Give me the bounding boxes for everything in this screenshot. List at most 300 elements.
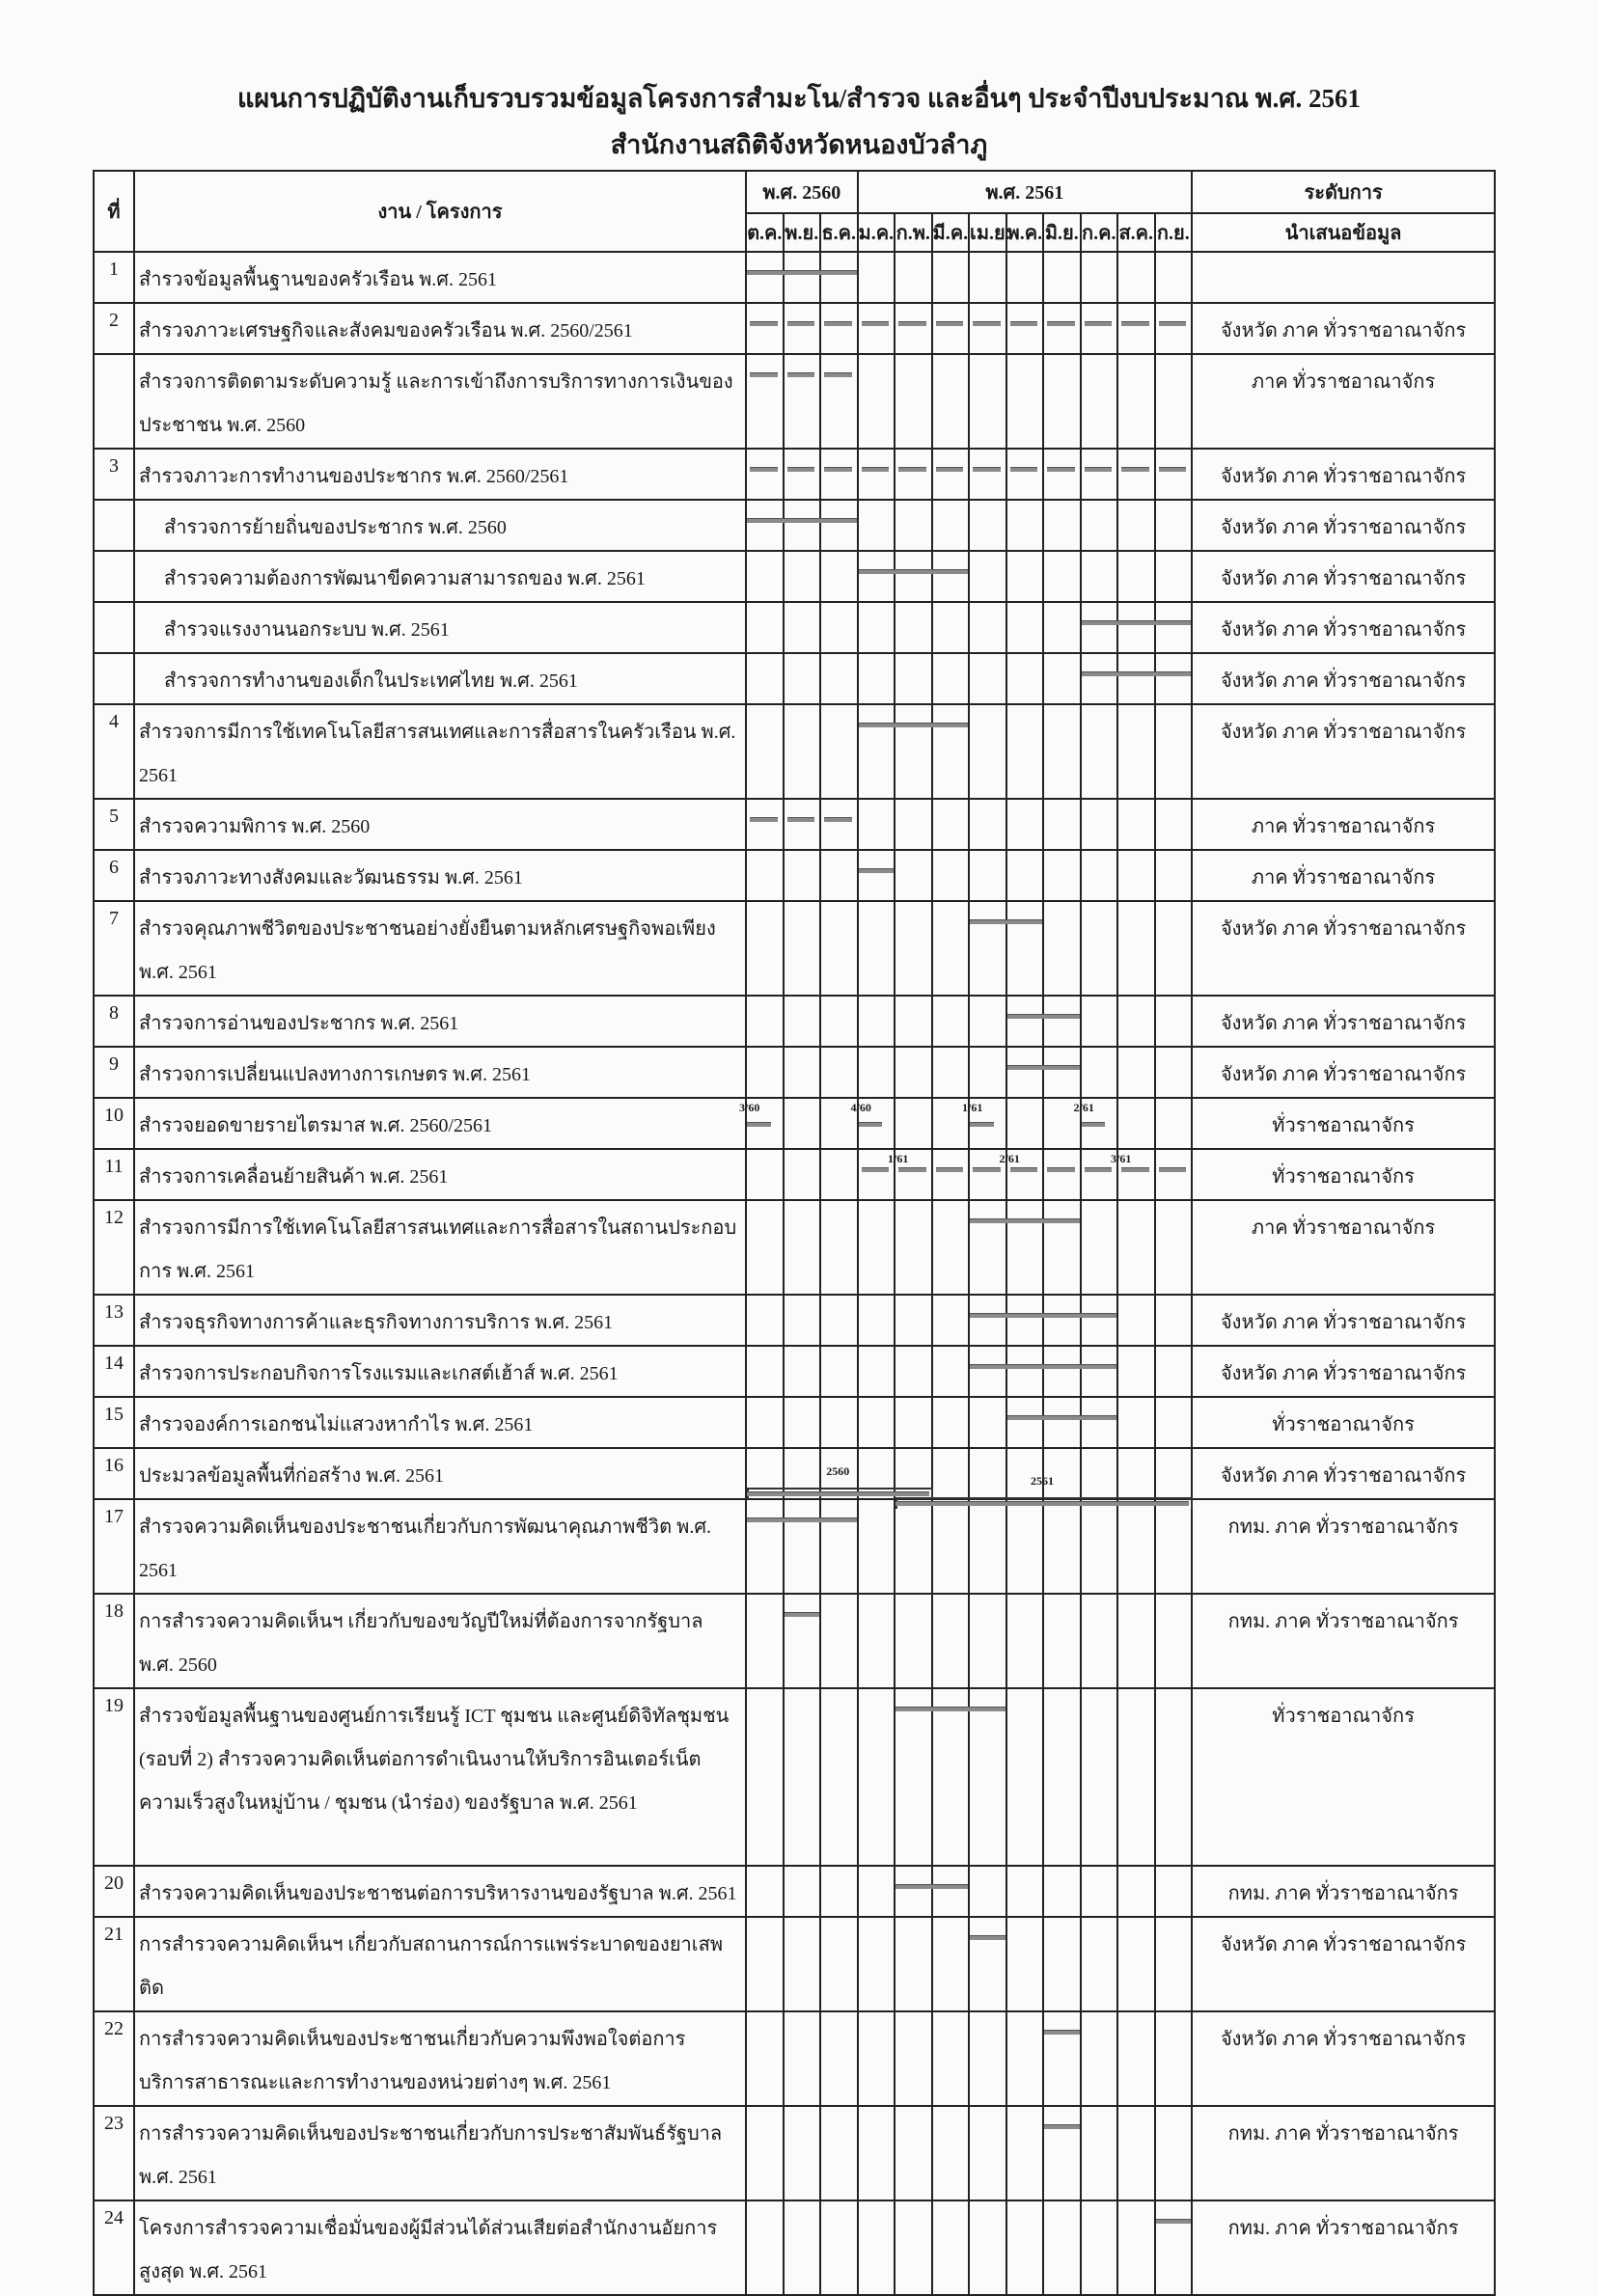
month-cell (895, 354, 932, 449)
month-cell (969, 901, 1006, 996)
month-cell (1043, 850, 1081, 901)
row-number: 14 (94, 1346, 134, 1397)
month-cell (820, 1917, 858, 2011)
month-cell (820, 2011, 858, 2106)
month-cell (746, 551, 784, 602)
schedule-dash (859, 1122, 883, 1127)
month-cell (895, 252, 932, 303)
quarter-marker: 4/60 (850, 1101, 871, 1114)
schedule-dash (862, 1167, 890, 1172)
task-name: สำรวจการมีการใช้เทคโนโลยีสารสนเทศและการสื่อสารในสถานประกอบการ พ.ศ. 2561 (134, 1200, 746, 1295)
table-row (94, 1295, 1495, 1346)
month-cell (1006, 354, 1044, 449)
row-number: 3 (94, 449, 134, 500)
header-month: พ.ค. (1006, 213, 1044, 252)
month-cell (969, 500, 1006, 551)
month-cell (1043, 2011, 1081, 2106)
month-cell (1006, 252, 1044, 303)
month-cell (969, 2200, 1006, 2295)
row-number: 17 (94, 1499, 134, 1594)
presentation-level: จังหวัด ภาค ทั่วราชอาณาจักร (1192, 602, 1495, 653)
schedule-dash (750, 321, 778, 326)
month-cell (1155, 303, 1193, 354)
month-cell (1155, 901, 1193, 996)
month-cell (746, 1346, 784, 1397)
row-number (94, 354, 134, 449)
month-cell (784, 551, 821, 602)
row-number: 22 (94, 2011, 134, 2106)
month-cell (932, 996, 970, 1047)
month-cell (969, 1397, 1006, 1448)
month-cell (1006, 653, 1044, 704)
month-cell (746, 1499, 784, 1594)
month-cell (858, 2106, 895, 2200)
row-number: 20 (94, 1866, 134, 1917)
header-month: ต.ค. (746, 213, 784, 252)
month-cell (784, 1594, 821, 1688)
month-cell (895, 1688, 932, 1866)
month-cell (1081, 1346, 1118, 1397)
month-cell (746, 1594, 784, 1688)
table-row (94, 252, 1495, 303)
presentation-level: กทม. ภาค ทั่วราชอาณาจักร (1192, 1594, 1495, 1688)
month-cell (820, 303, 858, 354)
task-name: ประมวลข้อมูลพื้นที่ก่อสร้าง พ.ศ. 2561 (134, 1448, 746, 1499)
month-cell (820, 1346, 858, 1397)
task-name: สำรวจการอ่านของประชากร พ.ศ. 2561 (134, 996, 746, 1047)
month-cell (820, 704, 858, 799)
month-cell (895, 449, 932, 500)
month-cell (895, 1594, 932, 1688)
presentation-level: กทม. ภาค ทั่วราชอาณาจักร (1192, 2200, 1495, 2295)
month-cell (1006, 500, 1044, 551)
month-cell (1155, 1448, 1193, 1499)
month-cell (1117, 1917, 1155, 2011)
month-cell (895, 500, 932, 551)
month-cell (820, 1688, 858, 1866)
table-row (94, 500, 1495, 551)
row-number: 19 (94, 1688, 134, 1866)
month-cell (895, 1499, 932, 1594)
month-cell (820, 252, 858, 303)
month-cell (932, 799, 970, 850)
month-cell (746, 252, 784, 303)
month-cell (895, 799, 932, 850)
month-cell (1006, 1200, 1044, 1295)
task-name: สำรวจความต้องการพัฒนาขีดความสามารถของ พ.ศ. 2561 (134, 551, 746, 602)
header-level-line2: นำเสนอข้อมูล (1192, 213, 1495, 252)
month-cell (1117, 1295, 1155, 1346)
month-cell (1081, 2011, 1118, 2106)
presentation-level (1192, 252, 1495, 303)
month-cell (969, 1917, 1006, 2011)
month-cell (969, 2011, 1006, 2106)
month-cell (820, 1499, 858, 1594)
month-cell (1043, 1295, 1081, 1346)
schedule-bar (1044, 2030, 1080, 2035)
row-number: 6 (94, 850, 134, 901)
row-number: 23 (94, 2106, 134, 2200)
month-cell (784, 653, 821, 704)
task-name: สำรวจองค์การเอกชนไม่แสวงหากำไร พ.ศ. 2561 (134, 1397, 746, 1448)
month-cell (1117, 2200, 1155, 2295)
month-cell (858, 850, 895, 901)
row-number: 11 (94, 1149, 134, 1200)
month-cell (784, 1047, 821, 1098)
month-cell (1081, 1397, 1118, 1448)
month-cell (1043, 901, 1081, 996)
presentation-level: กทม. ภาค ทั่วราชอาณาจักร (1192, 2106, 1495, 2200)
month-cell (932, 252, 970, 303)
presentation-level: กทม. ภาค ทั่วราชอาณาจักร (1192, 1866, 1495, 1917)
month-cell (746, 996, 784, 1047)
header-year-2560: พ.ศ. 2560 (746, 171, 858, 213)
bracket-year-label: 2561 (1031, 1474, 1055, 1488)
row-number: 9 (94, 1047, 134, 1098)
schedule-dash (750, 817, 778, 822)
month-cell (1081, 551, 1118, 602)
month-cell (1006, 2106, 1044, 2200)
month-cell (932, 1688, 970, 1866)
table-row (94, 2011, 1495, 2106)
month-cell (1043, 1397, 1081, 1448)
month-cell (820, 602, 858, 653)
month-cell (858, 1200, 895, 1295)
month-cell (1081, 1200, 1118, 1295)
month-cell (858, 303, 895, 354)
month-cell (858, 449, 895, 500)
month-cell (932, 303, 970, 354)
month-cell (1117, 1047, 1155, 1098)
month-cell (1006, 303, 1044, 354)
month-cell (1081, 850, 1118, 901)
schedule-bar (970, 1935, 1006, 1940)
table-row (94, 850, 1495, 901)
month-cell (1155, 1397, 1193, 1448)
header-month: ก.ย. (1155, 213, 1193, 252)
month-cell (1006, 850, 1044, 901)
month-cell (784, 1448, 821, 1499)
month-cell (932, 901, 970, 996)
table-row (94, 1397, 1495, 1448)
month-cell (858, 2200, 895, 2295)
month-cell (1081, 1499, 1118, 1594)
schedule-bar (1044, 2124, 1080, 2129)
month-cell (1006, 996, 1044, 1047)
month-cell (1043, 1594, 1081, 1688)
month-cell (820, 901, 858, 996)
month-cell (784, 354, 821, 449)
month-cell (1117, 1448, 1155, 1499)
quarter-marker: 3/60 (739, 1101, 760, 1114)
table-row (94, 901, 1495, 996)
month-cell (784, 303, 821, 354)
month-cell (895, 1200, 932, 1295)
month-cell (1043, 1149, 1081, 1200)
month-cell (932, 1295, 970, 1346)
month-cell (932, 602, 970, 653)
presentation-level: จังหวัด ภาค ทั่วราชอาณาจักร (1192, 500, 1495, 551)
schedule-dash (1159, 467, 1187, 472)
row-number: 16 (94, 1448, 134, 1499)
month-cell (1117, 449, 1155, 500)
month-cell (895, 1346, 932, 1397)
month-cell (1155, 704, 1193, 799)
month-cell (1006, 449, 1044, 500)
month-cell (1043, 799, 1081, 850)
month-cell (1155, 2200, 1193, 2295)
month-cell (1155, 551, 1193, 602)
month-cell (1043, 354, 1081, 449)
month-cell (746, 1295, 784, 1346)
presentation-level: จังหวัด ภาค ทั่วราชอาณาจักร (1192, 1448, 1495, 1499)
month-cell (1006, 1594, 1044, 1688)
month-cell (1117, 500, 1155, 551)
row-number (94, 551, 134, 602)
month-cell (1006, 1397, 1044, 1448)
month-cell (969, 799, 1006, 850)
month-cell (932, 2106, 970, 2200)
month-cell (895, 1295, 932, 1346)
month-cell (1155, 1098, 1193, 1149)
schedule-dash (1121, 467, 1149, 472)
document-title: แผนการปฏิบัติงานเก็บรวบรวมข้อมูลโครงการสำมะโน/สำรวจ และอื่นๆ ประจำปีงบประมาณ พ.ศ. 2561 (236, 84, 1361, 113)
month-cell (1043, 1866, 1081, 1917)
month-cell (746, 1200, 784, 1295)
schedule-dash (898, 321, 926, 326)
table-row (94, 1200, 1495, 1295)
table-row (94, 1098, 1495, 1149)
month-cell (932, 850, 970, 901)
month-cell (1006, 1499, 1044, 1594)
month-cell (784, 2106, 821, 2200)
month-cell (858, 551, 895, 602)
task-name: สำรวจข้อมูลพื้นฐานของศูนย์การเรียนรู้ ICT ชุมชน และศูนย์ดิจิทัลชุมชน (รอบที่ 2) สำรวจความคิดเห็นต่อการดำเนินงานให้บริการอินเตอร์เน็ตความเร็วสูงในหมู่บ้าน / ชุมชน (นำร่อง) ของรัฐบาล พ.ศ. 2561 (134, 1688, 746, 1866)
month-cell (739, 1098, 784, 1149)
month-cell (784, 500, 821, 551)
month-cell (1006, 1866, 1044, 1917)
month-cell (895, 2106, 932, 2200)
task-name: การสำรวจความคิดเห็นฯ เกี่ยวกับสถานการณ์การแพร่ระบาดของยาเสพติด (134, 1917, 746, 2011)
header-month: พ.ย. (784, 213, 821, 252)
presentation-level: จังหวัด ภาค ทั่วราชอาณาจักร (1192, 704, 1495, 799)
presentation-level: จังหวัด ภาค ทั่วราชอาณาจักร (1192, 996, 1495, 1047)
month-cell (858, 602, 895, 653)
month-cell (932, 1499, 970, 1594)
month-cell (746, 653, 784, 704)
month-cell (969, 1688, 1006, 1866)
month-cell (1155, 1594, 1193, 1688)
month-cell (999, 1149, 1044, 1200)
schedule-bar (1156, 2219, 1192, 2224)
month-cell (1043, 1346, 1081, 1397)
month-cell (858, 1688, 895, 1866)
month-cell (1117, 901, 1155, 996)
month-cell (1155, 1295, 1193, 1346)
month-cell (820, 996, 858, 1047)
presentation-level: ทั่วราชอาณาจักร (1192, 1397, 1495, 1448)
month-cell (969, 1499, 1006, 1594)
month-cell (1043, 303, 1081, 354)
row-number (94, 653, 134, 704)
header-no: ที่ (94, 171, 134, 252)
table-row (94, 2106, 1495, 2200)
header-month: มี.ค. (932, 213, 970, 252)
month-cell (1155, 2011, 1193, 2106)
month-cell (1155, 449, 1193, 500)
schedule-dash (898, 1167, 926, 1172)
row-number: 5 (94, 799, 134, 850)
month-cell (932, 449, 970, 500)
bracket-year-label: 2560 (826, 1464, 850, 1478)
month-cell (895, 1448, 1055, 1499)
month-cell (746, 1866, 784, 1917)
month-cell (858, 252, 895, 303)
month-cell (1111, 1149, 1155, 1200)
task-name: สำรวจการประกอบกิจการโรงแรมและเกสต์เฮ้าส์ พ.ศ. 2561 (134, 1346, 746, 1397)
month-cell (1155, 1047, 1193, 1098)
month-cell (1081, 303, 1118, 354)
month-cell (784, 2011, 821, 2106)
month-cell (932, 1866, 970, 1917)
task-name: สำรวจธุรกิจทางการค้าและธุรกิจทางการบริการ พ.ศ. 2561 (134, 1295, 746, 1346)
month-cell (820, 1149, 858, 1200)
task-name: การสำรวจความคิดเห็นของประชาชนเกี่ยวกับการประชาสัมพันธ์รัฐบาล พ.ศ. 2561 (134, 2106, 746, 2200)
month-cell (820, 551, 858, 602)
month-cell (1081, 901, 1118, 996)
schedule-dash (936, 321, 964, 326)
month-cell (1155, 1688, 1193, 1866)
header-month: ส.ค. (1117, 213, 1155, 252)
month-cell (784, 1397, 821, 1448)
task-name: การสำรวจความคิดเห็นฯ เกี่ยวกับของขวัญปีใหม่ที่ต้องการจากรัฐบาล พ.ศ. 2560 (134, 1594, 746, 1688)
task-name: สำรวจการย้ายถิ่นของประชากร พ.ศ. 2560 (134, 500, 746, 551)
schedule-dash (898, 467, 926, 472)
month-cell (1006, 704, 1044, 799)
task-name: สำรวจความคิดเห็นของประชาชนต่อการบริหารงานของรัฐบาล พ.ศ. 2561 (134, 1866, 746, 1917)
month-cell (784, 1346, 821, 1397)
schedule-dash (824, 467, 852, 472)
schedule-dash (1082, 1122, 1106, 1127)
task-name: สำรวจข้อมูลพื้นฐานของครัวเรือน พ.ศ. 2561 (134, 252, 746, 303)
month-cell (858, 1917, 895, 2011)
row-number: 15 (94, 1397, 134, 1448)
month-cell (895, 2200, 932, 2295)
quarter-marker: 3/61 (1111, 1152, 1132, 1165)
month-cell (932, 1917, 970, 2011)
month-cell (858, 1397, 895, 1448)
schedule-dash (973, 321, 1001, 326)
month-cell (784, 901, 821, 996)
month-cell (1117, 704, 1155, 799)
month-cell (1117, 850, 1155, 901)
month-cell (969, 1346, 1006, 1397)
month-cell (784, 1917, 821, 2011)
presentation-level: จังหวัด ภาค ทั่วราชอาณาจักร (1192, 449, 1495, 500)
month-cell (932, 2200, 970, 2295)
month-cell (895, 1866, 932, 1917)
schedule-dash (1085, 1167, 1113, 1172)
month-cell (746, 1047, 784, 1098)
month-cell (1155, 252, 1193, 303)
month-cell (1006, 799, 1044, 850)
month-cell (1117, 996, 1155, 1047)
month-cell (1043, 500, 1081, 551)
month-cell (1081, 799, 1118, 850)
table-row (94, 449, 1495, 500)
month-cell (1155, 1917, 1193, 2011)
table-row (94, 1688, 1495, 1866)
month-cell (1006, 1688, 1044, 1866)
schedule-dash (787, 467, 815, 472)
month-cell (1155, 1866, 1193, 1917)
month-cell (962, 1098, 1006, 1149)
month-cell (1081, 1295, 1118, 1346)
presentation-level: จังหวัด ภาค ทั่วราชอาณาจักร (1192, 653, 1495, 704)
schedule-bar (785, 1612, 820, 1617)
month-cell (895, 850, 932, 901)
month-cell (932, 1200, 970, 1295)
month-cell (1043, 1499, 1081, 1594)
month-cell (1043, 449, 1081, 500)
month-cell (1081, 449, 1118, 500)
presentation-level: จังหวัด ภาค ทั่วราชอาณาจักร (1192, 1047, 1495, 1098)
header-month: ม.ค. (858, 213, 895, 252)
table-row (94, 1149, 1495, 1200)
schedule-dash (1159, 1167, 1187, 1172)
row-number: 18 (94, 1594, 134, 1688)
month-cell (1043, 2200, 1081, 2295)
month-cell (858, 1346, 895, 1397)
schedule-dash (936, 467, 964, 472)
task-name: สำรวจแรงงานนอกระบบ พ.ศ. 2561 (134, 602, 746, 653)
month-cell (895, 996, 932, 1047)
header-month: ก.พ. (895, 213, 932, 252)
month-cell (746, 500, 784, 551)
month-cell (784, 602, 821, 653)
presentation-level: กทม. ภาค ทั่วราชอาณาจักร (1192, 1499, 1495, 1594)
month-cell (1155, 1149, 1193, 1200)
row-number: 10 (94, 1098, 134, 1149)
month-cell (784, 1688, 821, 1866)
month-cell (1081, 653, 1118, 704)
month-cell (784, 1098, 821, 1149)
schedule-dash (973, 467, 1001, 472)
month-cell (969, 704, 1006, 799)
month-cell (932, 1397, 970, 1448)
schedule-dash (973, 1167, 1001, 1172)
month-cell (1043, 2106, 1081, 2200)
month-cell (820, 2106, 858, 2200)
schedule-dash (787, 321, 815, 326)
month-cell (1006, 551, 1044, 602)
table-row (94, 1346, 1495, 1397)
month-cell (746, 704, 784, 799)
month-cell (746, 799, 784, 850)
row-number: 2 (94, 303, 134, 354)
table-row (94, 653, 1495, 704)
month-cell (969, 1047, 1006, 1098)
month-cell (1081, 996, 1118, 1047)
month-cell (820, 1047, 858, 1098)
month-cell (895, 704, 932, 799)
month-cell (784, 704, 821, 799)
table-row (94, 1594, 1495, 1688)
schedule-dash (1010, 1167, 1038, 1172)
schedule-dash (1047, 321, 1075, 326)
month-cell (1155, 2106, 1193, 2200)
month-cell (784, 2200, 821, 2295)
